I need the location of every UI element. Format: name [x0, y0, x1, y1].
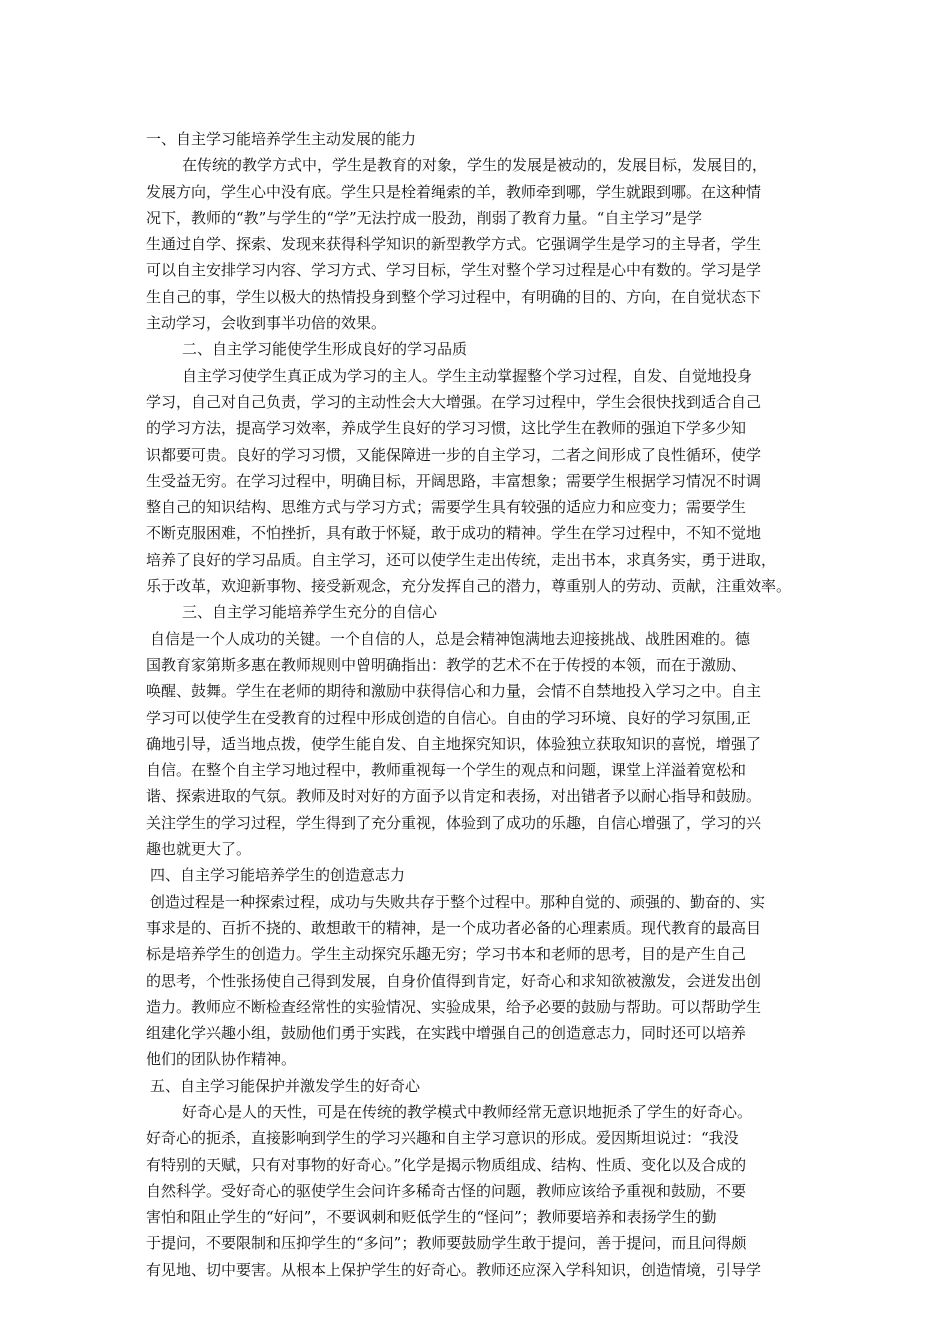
text-line: 的思考，个性张扬使自己得到发展，自身价值得到肯定，好奇心和求知欲被激发，会迸发出创	[146, 971, 762, 990]
text-line: 可以自主安排学习内容、学习方式、学习目标，学生对整个学习过程是心中有数的。学习是学	[146, 261, 762, 280]
text-line: 好奇心的扼杀，直接影响到学生的学习兴趣和自主学习意识的形成。爱因斯坦说过：“我没	[146, 1129, 739, 1148]
text-line: 三、自主学习能培养学生充分的自信心	[182, 603, 438, 622]
text-line: 生通过自学、探索、发现来获得科学知识的新型教学方式。它强调学生是学习的主导者，学生	[146, 235, 762, 254]
text-line: 二、自主学习能使学生形成良好的学习品质	[182, 340, 468, 359]
text-line: 有特别的天赋，只有对事物的好奇心。”化学是揭示物质组成、结构、性质、变化以及合成的	[146, 1155, 747, 1174]
text-line: 况下，教师的“教”与学生的“学”无法拧成一股劲，削弱了教育力量。“自主学习”是学	[146, 208, 703, 227]
text-line: 不断克服困难，不怕挫折，具有敢于怀疑，敢于成功的精神。学生在学习过程中，不知不觉地	[146, 524, 762, 543]
text-line: 学习，自己对自己负责，学习的主动性会大大增强。在学习过程中，学生会很快找到适合自己	[146, 392, 762, 411]
text-line: 他们的团队协作精神。	[146, 1050, 297, 1069]
document-body	[146, 126, 806, 1283]
text-line: 趣也就更大了。	[146, 840, 252, 859]
text-line: 组建化学兴趣小组，鼓励他们勇于实践，在实践中增强自己的创造意志力，同时还可以培养	[146, 1024, 747, 1043]
text-line: 确地引导，适当地点拨，使学生能自发、自主地探究知识，体验独立获取知识的喜悦，增强了	[146, 734, 762, 753]
text-line: 害怕和阻止学生的“好问”，不要讽刺和贬低学生的“怪问”；教师要培养和表扬学生的勤	[146, 1208, 717, 1227]
text-line: 一、自主学习能培养学生主动发展的能力	[146, 130, 417, 148]
text-line: 生受益无穷。在学习过程中，明确目标，开阔思路，丰富想象；需要学生根据学习情况不时调	[146, 471, 762, 490]
text-line: 于提问，不要限制和压抑学生的“多问”；教师要鼓励学生敢于提问，善于提问，而且问得颇	[146, 1234, 747, 1253]
text-line: 好奇心是人的天性，可是在传统的教学模式中教师经常无意识地扼杀了学生的好奇心。	[182, 1102, 753, 1121]
text-line: 关注学生的学习过程，学生得到了充分重视，体验到了成功的乐趣，自信心增强了，学习的兴	[146, 813, 762, 832]
text-line: 发展方向，学生心中没有底。学生只是栓着绳索的羊，教师牵到哪，学生就跟到哪。在这种情	[146, 182, 762, 201]
text-line: 识都要可贵。良好的学习习惯，又能保障进一步的自主学习，二者之间形成了良性循环，使学	[146, 445, 762, 464]
text-line: 在传统的教学方式中，学生是教育的对象，学生的发展是被动的，发展目标，发展目的，	[182, 156, 768, 175]
text-line: 唤醒、鼓舞。学生在老师的期待和激励中获得信心和力量，会情不自禁地投入学习之中。自主	[146, 682, 762, 701]
text-line: 培养了良好的学习品质。自主学习，还可以使学生走出传统，走出书本，求真务实，勇于进取，	[146, 550, 777, 569]
text-line: 谐、探索进取的气氛。教师及时对好的方面予以肯定和表扬，对出错者予以耐心指导和鼓励。	[146, 787, 762, 806]
text-line: 自信是一个人成功的关键。一个自信的人，总是会精神饱满地去迎接挑战、战胜困难的。德	[150, 629, 751, 648]
text-line: 主动学习，会收到事半功倍的效果。	[146, 314, 387, 333]
text-line: 事求是的、百折不挠的、敢想敢干的精神，是一个成功者必备的心理素质。现代教育的最高目	[146, 918, 762, 937]
text-line: 创造过程是一种探索过程，成功与失败共存于整个过程中。那种自觉的、顽强的、勤奋的、实	[150, 892, 766, 911]
text-line: 生自己的事，学生以极大的热情投身到整个学习过程中，有明确的目的、方向，在自觉状态下	[146, 287, 762, 306]
text-line: 自信。在整个自主学习地过程中，教师重视每一个学生的观点和问题，课堂上洋溢着宽松和	[146, 761, 747, 780]
text-line: 的学习方法，提高学习效率，养成学生良好的学习习惯，这比学生在教师的强迫下学多少知	[146, 419, 747, 438]
text-line: 标是培养学生的创造力。学生主动探究乐趣无穷；学习书本和老师的思考，目的是产生自己	[146, 945, 747, 964]
text-line: 国教育家第斯多惠在教师规则中曾明确指出：教学的艺术不在于传授的本领，而在于激励、	[146, 655, 747, 674]
text-line: 自然科学。受好奇心的驱使学生会问许多稀奇古怪的问题，教师应该给予重视和鼓励，不要	[146, 1181, 747, 1200]
text-line: 乐于改革，欢迎新事物、接受新观念，充分发挥自己的潜力，尊重别人的劳动、贡献，注重效率。	[146, 577, 792, 596]
text-line: 五、自主学习能保护并激发学生的好奇心	[150, 1076, 421, 1095]
text-line: 学习可以使学生在受教育的过程中形成创造的自信心。自由的学习环境、良好的学习氛围,正	[146, 708, 751, 727]
text-line: 自主学习使学生真正成为学习的主人。学生主动掌握整个学习过程，自发、自觉地投身	[182, 366, 753, 385]
text-line: 整自己的知识结构、思维方式与学习方式；需要学生具有较强的适应力和应变力；需要学生	[146, 498, 747, 517]
text-line: 四、自主学习能培养学生的创造意志力	[150, 866, 406, 885]
text-line: 有见地、切中要害。从根本上保护学生的好奇心。教师还应深入学科知识，创造情境，引导学	[146, 1260, 762, 1279]
text-line: 造力。教师应不断检查经常性的实验情况、实验成果，给予必要的鼓励与帮助。可以帮助学生	[146, 997, 762, 1016]
